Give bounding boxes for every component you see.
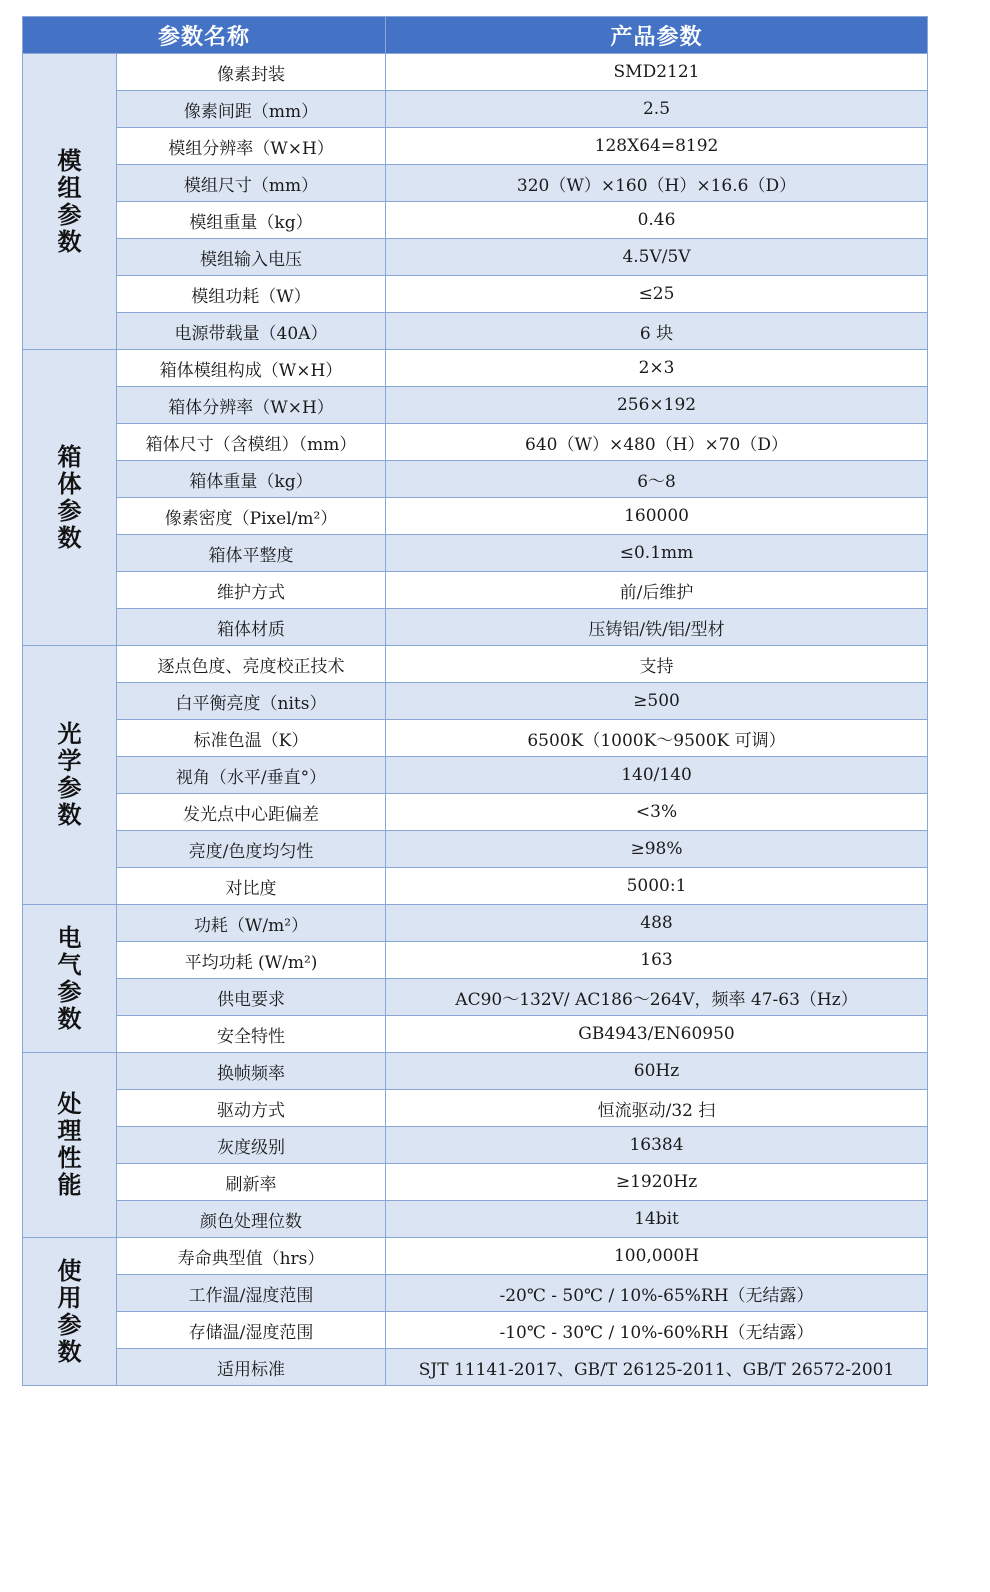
param-label: 视角（水平/垂直°） [117, 757, 386, 794]
param-label: 颜色处理位数 [117, 1201, 386, 1238]
table-row [23, 313, 928, 350]
group-label [23, 54, 117, 350]
param-label: 箱体平整度 [117, 535, 386, 572]
param-value: <3% [386, 794, 928, 831]
table-row [23, 1275, 928, 1312]
param-value: 163 [386, 942, 928, 979]
param-value: 128X64=8192 [386, 128, 928, 165]
param-value: 640（W）×480（H）×70（D） [386, 424, 928, 461]
param-label: 像素密度（Pixel/m²） [117, 498, 386, 535]
table-row [23, 646, 928, 683]
table-row [23, 1090, 928, 1127]
param-value: 60Hz [386, 1053, 928, 1090]
table-row [23, 350, 928, 387]
param-value: 488 [386, 905, 928, 942]
table-row [23, 942, 928, 979]
param-label: 亮度/色度均匀性 [117, 831, 386, 868]
param-label: 模组功耗（W） [117, 276, 386, 313]
table-row [23, 1201, 928, 1238]
param-value: 160000 [386, 498, 928, 535]
table-row [23, 1238, 928, 1275]
param-value: SMD2121 [386, 54, 928, 91]
param-label: 白平衡亮度（nits） [117, 683, 386, 720]
param-label: 模组输入电压 [117, 239, 386, 276]
param-label: 逐点色度、亮度校正技术 [117, 646, 386, 683]
table-row [23, 498, 928, 535]
param-label: 灰度级别 [117, 1127, 386, 1164]
param-value: 100,000H [386, 1238, 928, 1275]
param-label: 供电要求 [117, 979, 386, 1016]
table-row [23, 202, 928, 239]
param-label: 维护方式 [117, 572, 386, 609]
param-label: 安全特性 [117, 1016, 386, 1053]
table-row [23, 794, 928, 831]
param-value: -10℃ - 30℃ / 10%-60%RH（无结露） [386, 1312, 928, 1349]
param-value: SJT 11141-2017、GB/T 26125-2011、GB/T 26572-2001 [386, 1349, 928, 1386]
param-value: ≥500 [386, 683, 928, 720]
header-row [23, 17, 928, 54]
table-row [23, 239, 928, 276]
header-product-param: 产品参数 [386, 17, 928, 54]
param-label: 箱体尺寸（含模组）（mm） [117, 424, 386, 461]
param-label: 箱体材质 [117, 609, 386, 646]
param-value: ≤0.1mm [386, 535, 928, 572]
table-row [23, 979, 928, 1016]
param-value: 140/140 [386, 757, 928, 794]
group-label [23, 1238, 117, 1386]
param-label: 平均功耗 (W/m²) [117, 942, 386, 979]
table-row [23, 91, 928, 128]
param-label: 刷新率 [117, 1164, 386, 1201]
param-label: 箱体分辨率（W×H） [117, 387, 386, 424]
param-value: ≥98% [386, 831, 928, 868]
param-label: 箱体重量（kg） [117, 461, 386, 498]
param-value: 压铸铝/铁/铝/型材 [386, 609, 928, 646]
table-row [23, 720, 928, 757]
param-value: 4.5V/5V [386, 239, 928, 276]
param-value: ≥1920Hz [386, 1164, 928, 1201]
param-label: 箱体模组构成（W×H） [117, 350, 386, 387]
table-row [23, 424, 928, 461]
group-label-text: 模组参数 [57, 146, 82, 256]
param-value: 320（W）×160（H）×16.6（D） [386, 165, 928, 202]
param-value: 前/后维护 [386, 572, 928, 609]
param-label: 适用标准 [117, 1349, 386, 1386]
param-value: 6～8 [386, 461, 928, 498]
param-value: 16384 [386, 1127, 928, 1164]
param-label: 发光点中心距偏差 [117, 794, 386, 831]
table-row [23, 757, 928, 794]
param-value: 5000:1 [386, 868, 928, 905]
param-label: 工作温/湿度范围 [117, 1275, 386, 1312]
group-label-text: 电气参数 [57, 923, 82, 1033]
param-value: 6500K（1000K～9500K 可调） [386, 720, 928, 757]
param-label: 对比度 [117, 868, 386, 905]
table-row [23, 868, 928, 905]
table-row [23, 276, 928, 313]
param-value: 6 块 [386, 313, 928, 350]
param-value: 恒流驱动/32 扫 [386, 1090, 928, 1127]
param-value: -20℃ - 50℃ / 10%-65%RH（无结露） [386, 1275, 928, 1312]
group-label-text: 箱体参数 [57, 442, 82, 552]
table-row [23, 128, 928, 165]
param-value: 2.5 [386, 91, 928, 128]
param-value: ≤25 [386, 276, 928, 313]
table-row [23, 609, 928, 646]
spec-table-body [23, 54, 928, 1386]
spec-table [22, 16, 928, 1386]
param-value: 支持 [386, 646, 928, 683]
header-param-name: 参数名称 [23, 17, 386, 54]
table-row [23, 1016, 928, 1053]
table-row [23, 683, 928, 720]
table-row [23, 572, 928, 609]
group-label [23, 646, 117, 905]
param-label: 像素间距（mm） [117, 91, 386, 128]
group-label [23, 1053, 117, 1238]
param-value: 256×192 [386, 387, 928, 424]
group-label-text: 处理性能 [57, 1090, 82, 1199]
group-label [23, 350, 117, 646]
table-row [23, 387, 928, 424]
table-row [23, 535, 928, 572]
table-row [23, 831, 928, 868]
param-label: 驱动方式 [117, 1090, 386, 1127]
table-row [23, 1312, 928, 1349]
param-label: 换帧频率 [117, 1053, 386, 1090]
param-label: 存储温/湿度范围 [117, 1312, 386, 1349]
param-value: GB4943/EN60950 [386, 1016, 928, 1053]
table-row [23, 1164, 928, 1201]
table-row [23, 905, 928, 942]
group-label-text: 使用参数 [57, 1256, 82, 1366]
param-value: 2×3 [386, 350, 928, 387]
table-row [23, 1349, 928, 1386]
table-row [23, 54, 928, 91]
param-label: 标准色温（K） [117, 720, 386, 757]
table-row [23, 1127, 928, 1164]
spec-table-header [23, 17, 928, 54]
table-row [23, 461, 928, 498]
table-row [23, 1053, 928, 1090]
param-value: 0.46 [386, 202, 928, 239]
group-label-text: 光学参数 [57, 720, 82, 829]
param-label: 电源带载量（40A） [117, 313, 386, 350]
param-label: 模组重量（kg） [117, 202, 386, 239]
param-label: 模组尺寸（mm） [117, 165, 386, 202]
param-label: 功耗（W/m²） [117, 905, 386, 942]
param-label: 寿命典型值（hrs） [117, 1238, 386, 1275]
param-label: 模组分辨率（W×H） [117, 128, 386, 165]
table-row [23, 165, 928, 202]
param-value: AC90～132V/ AC186～264V，频率 47-63（Hz） [386, 979, 928, 1016]
group-label [23, 905, 117, 1053]
param-label: 像素封装 [117, 54, 386, 91]
param-value: 14bit [386, 1201, 928, 1238]
